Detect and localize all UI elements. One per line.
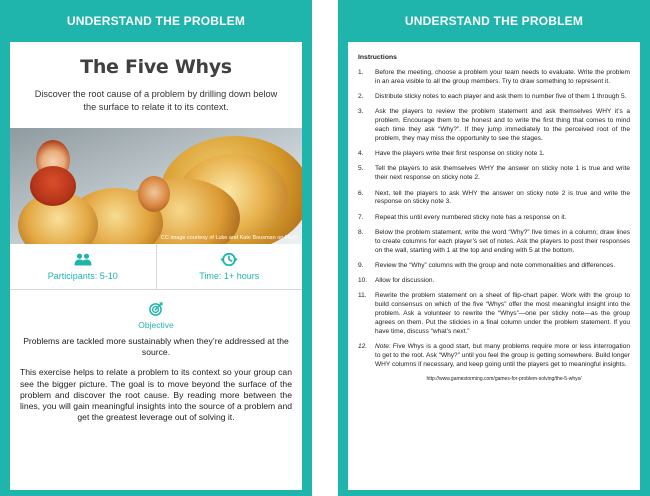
step-number: 11.: [358, 292, 367, 300]
step-number: 1.: [358, 69, 364, 76]
list-item: [358, 69, 630, 87]
subtitle: Discover the root cause of a problem by drilling down below the surface to relate it to its context.: [34, 89, 278, 112]
right-card: [338, 0, 650, 496]
list-item: [358, 150, 630, 159]
instructions-list: [358, 69, 630, 370]
list-item: [358, 229, 630, 256]
instructions-title: Instructions: [358, 54, 397, 61]
step-number: 6.: [358, 189, 364, 197]
list-item: [358, 93, 630, 102]
left-card-header: UNDERSTAND THE PROBLEM: [66, 14, 246, 28]
step-number: 8.: [358, 228, 364, 236]
participants-label: Participants: 5-10: [47, 270, 118, 281]
note-item: [358, 343, 630, 370]
left-card-body: [10, 42, 302, 490]
step-number: 7.: [358, 213, 364, 221]
right-card-header: UNDERSTAND THE PROBLEM: [404, 14, 584, 28]
doll-center: [138, 176, 170, 212]
stats-row: [10, 244, 302, 290]
objective-paragraph-2: This exercise helps to relate a problem to its context so your group can see the bigger picture. The goal is to move beyond the surface of the problem and discover the root cause. By reading more between the lines, you will gain meaningful insights into the source of a problem and get the greatest leverage out of solving it.: [20, 367, 292, 423]
step-number: 5.: [358, 165, 364, 173]
step-number: 9.: [358, 261, 364, 269]
list-item: [358, 292, 630, 337]
step-text: Rewrite the problem statement on a sheet of flip-chart paper. Work with the group to build consensus on which of the five “Whys” offer the most meaningful insight into the problem. Ask a volunteer to rewrite the “Whys”—one per sticky note—as the group agrees on them. Put the stickies in a final column under the problem statement. If you have time, discuss “what’s next.”: [375, 292, 630, 335]
note-text-wrap: [375, 343, 630, 370]
step-number: 2.: [358, 93, 364, 101]
source-url: http://www.gamestorming.com/games-for-problem-solving/the-5-whys/: [426, 376, 582, 383]
step-text: Review the “Why” columns with the group and note commonalities and differences.: [375, 261, 616, 269]
step-text: Have the players write their first response on sticky note 1.: [375, 150, 545, 158]
step-number: 10.: [358, 277, 368, 285]
step-text: Next, tell the players to ask WHY the answer on sticky note 2 is true and write the response on sticky note 3.: [375, 189, 630, 206]
clock-icon: [220, 253, 238, 266]
list-item: [358, 262, 630, 271]
people-icon: [74, 253, 92, 266]
objective-label: Objective: [138, 320, 174, 330]
step-text: Tell the players to ask themselves WHY the answer on sticky note 1 is true and write their next response on sticky note 2.: [375, 165, 630, 182]
step-text: Repeat this until every numbered sticky note has a response on it.: [375, 213, 567, 221]
step-number: 4.: [358, 150, 364, 158]
step-text: Ask the players to review the problem statement and ask themselves WHY it’s a problem. Encourage them to be honest and to write the first thing that comes to mind each time they ask “Why?”. If they jump immediately to the perceived root of the problem, they may miss the opportunity to see the stages.: [375, 108, 630, 143]
photo-credit: CC image courtesy of Luke and Kate Bousman on Flickr: [161, 235, 298, 241]
nesting-dolls-photo: [10, 128, 302, 244]
step-text: Allow for discussion.: [375, 277, 435, 285]
step-text: Before the meeting, choose a problem your team needs to evaluate. Write the problem in an area visible to all the group members. Try to draw something to represent it.: [375, 69, 630, 85]
list-item: [358, 190, 630, 208]
right-card-body: [348, 42, 640, 490]
page-title: The Five Whys: [80, 56, 232, 78]
time-label: Time: 1+ hours: [199, 270, 260, 281]
note-text: Five Whys is a good start, but many problems require more or less interrogation to get to the root. Ask “Why?” until you feel the group is getting somewhere. Build longer WHY columns if necessary, and keep going until the players get to meaningful insights.: [375, 343, 630, 368]
step-text: Below the problem statement, write the word “Why?” five times in a column; draw lines to create columns for each player’s set of notes. Ask the players to post their responses on the wall, starting with 1 at the top and ending with 5 at the bottom.: [375, 228, 630, 254]
list-item: [358, 165, 630, 183]
objective-heading: [10, 302, 302, 330]
step-text: Distribute sticky notes to each player and ask them to number five of them 1 through 5.: [375, 93, 627, 101]
time-stat: [156, 244, 303, 289]
list-item: [358, 277, 630, 286]
list-item: [358, 214, 630, 223]
doll-body: [30, 166, 76, 206]
list-item: [358, 108, 630, 144]
step-number: 12.: [358, 343, 368, 351]
note-label: Note:: [375, 343, 391, 351]
target-icon: [149, 302, 163, 316]
objective-paragraph-1: Problems are tackled more sustainably when they’re addressed at the source.: [23, 336, 289, 358]
step-number: 3.: [358, 108, 364, 116]
left-card: [0, 0, 312, 496]
participants-stat: [10, 244, 156, 289]
